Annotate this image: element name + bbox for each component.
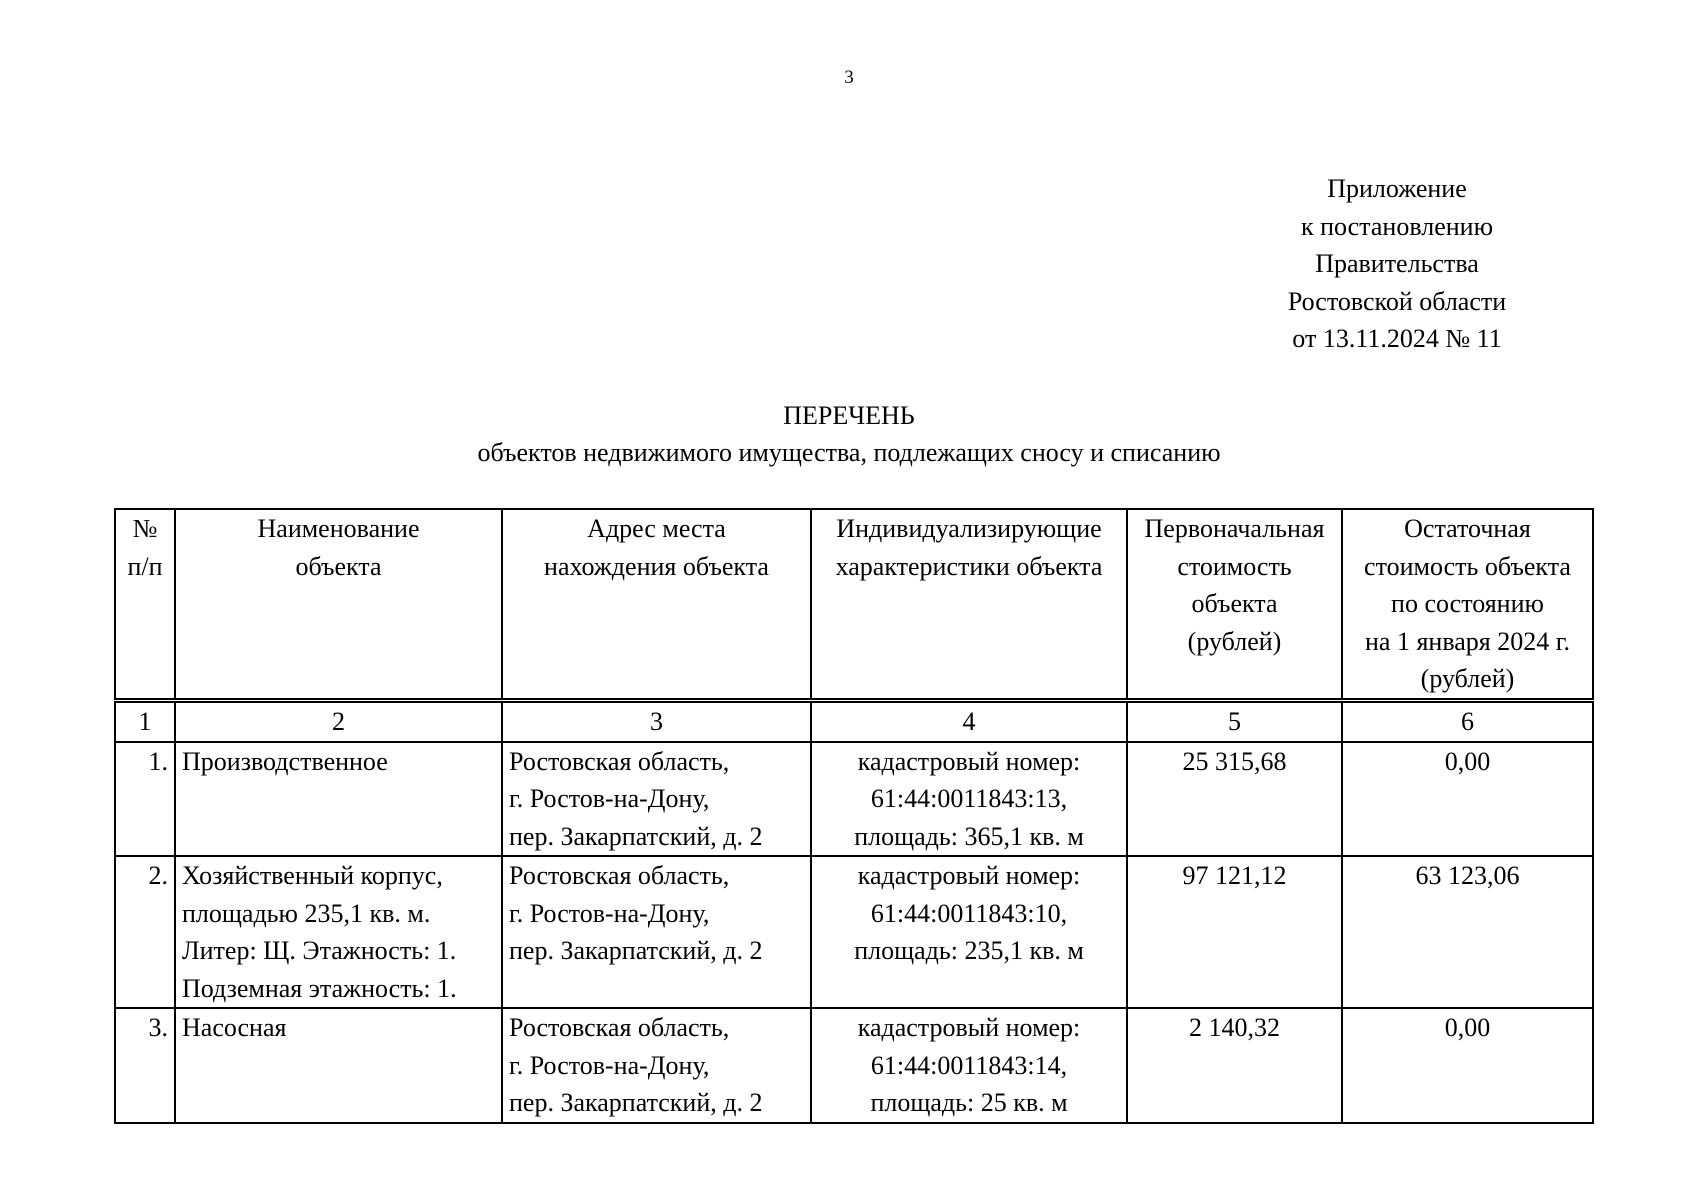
cell-line: Подземная этажность: 1. [182, 973, 457, 1003]
header-line: (рублей) [1420, 664, 1515, 693]
cell-line: Насосная [182, 1013, 287, 1042]
object-name [175, 742, 502, 857]
page-number: 3 [844, 67, 854, 88]
object-characteristics [811, 1008, 1127, 1123]
header-line: Индивидуализирующие [836, 514, 1102, 543]
cell-line: г. Ростов-на-Дону, [509, 1050, 710, 1080]
object-address [502, 1008, 811, 1123]
cell-line: пер. Закарпатский, д. 2 [509, 936, 763, 965]
column-number: 3 [502, 701, 811, 742]
object-name [175, 856, 502, 1008]
column-number: 5 [1127, 701, 1342, 742]
column-number-row [115, 701, 1593, 742]
initial-cost: 25 315,68 [1127, 742, 1342, 857]
object-address [502, 856, 811, 1008]
initial-cost: 2 140,32 [1127, 1008, 1342, 1123]
object-characteristics [811, 856, 1127, 1008]
document-title: ПЕРЕЧЕНЬ [783, 401, 915, 430]
header-line: № [132, 514, 158, 543]
cell-line: площадь: 235,1 кв. м [854, 936, 1084, 965]
appendix-line: Ростовской области [1287, 286, 1507, 316]
header-line: стоимость [1177, 551, 1292, 581]
residual-cost: 0,00 [1342, 1008, 1593, 1123]
appendix-line: Приложение [1327, 174, 1467, 203]
header-address [502, 509, 811, 701]
cell-line: кадастровый номер: [857, 746, 1081, 776]
cell-line: Ростовская область, [509, 746, 730, 776]
cell-line: 61:44:0011843:10, [870, 898, 1068, 928]
appendix-line: от 13.11.2024 № 11 [1292, 324, 1502, 353]
cell-line: Ростовская область, [509, 1013, 730, 1042]
cell-line: площадь: 25 кв. м [870, 1088, 1068, 1117]
cell-line: кадастровый номер: [857, 861, 1081, 890]
header-line: объекта [295, 551, 382, 581]
cell-line: Ростовская область, [509, 861, 730, 890]
table-row [115, 742, 1593, 857]
appendix-line: Правительства [1315, 249, 1479, 278]
header-line: нахождения объекта [544, 551, 769, 581]
row-number: 2. [115, 856, 175, 1008]
cell-line: площадью 235,1 кв. м. [182, 898, 431, 928]
header-name [175, 509, 502, 701]
header-characteristics [811, 509, 1127, 701]
header-line: Наименование [257, 514, 420, 543]
table-row [115, 1008, 1593, 1123]
header-line: п/п [127, 551, 163, 581]
cell-line: Хозяйственный корпус, [182, 861, 443, 890]
object-characteristics [811, 742, 1127, 857]
header-line: объекта [1191, 589, 1278, 618]
residual-cost: 63 123,06 [1342, 856, 1593, 1008]
header-initial-cost [1127, 509, 1342, 701]
column-number: 4 [811, 701, 1127, 742]
cell-line: 61:44:0011843:14, [870, 1050, 1068, 1080]
document-subtitle: объектов недвижимого имущества, подлежащих сносу и списанию [477, 438, 1221, 467]
object-name [175, 1008, 502, 1123]
column-number: 2 [175, 701, 502, 742]
cell-line: площадь: 365,1 кв. м [854, 821, 1084, 851]
row-number: 1. [115, 742, 175, 857]
cell-line: пер. Закарпатский, д. 2 [509, 821, 763, 851]
property-table [114, 508, 1594, 1124]
header-line: Адрес места [587, 514, 726, 543]
header-residual-cost [1342, 509, 1593, 701]
header-line: по состоянию [1391, 589, 1544, 618]
cell-line: Производственное [182, 746, 388, 776]
cell-line: Литер: Щ. Этажность: 1. [182, 936, 457, 965]
header-line: Первоначальная [1144, 514, 1325, 543]
cell-line: г. Ростов-на-Дону, [509, 898, 710, 928]
appendix-line: к постановлению [1300, 211, 1494, 241]
cell-line: кадастровый номер: [857, 1013, 1081, 1042]
residual-cost: 0,00 [1342, 742, 1593, 857]
column-number: 6 [1342, 701, 1593, 742]
header-line: Остаточная [1404, 514, 1531, 543]
row-number: 3. [115, 1008, 175, 1123]
cell-line: г. Ростов-на-Дону, [509, 784, 710, 813]
header-number [115, 509, 175, 701]
header-line: стоимость объекта [1364, 551, 1571, 581]
column-number: 1 [115, 701, 175, 742]
initial-cost: 97 121,12 [1127, 856, 1342, 1008]
cell-line: пер. Закарпатский, д. 2 [509, 1088, 763, 1117]
header-line: (рублей) [1187, 626, 1282, 656]
header-line: на 1 января 2024 г. [1365, 626, 1570, 656]
table-header-row [115, 509, 1593, 701]
appendix-block [1232, 170, 1562, 358]
table-row [115, 856, 1593, 1008]
object-address [502, 742, 811, 857]
header-line: характеристики объекта [835, 551, 1103, 581]
cell-line: 61:44:0011843:13, [870, 784, 1068, 813]
